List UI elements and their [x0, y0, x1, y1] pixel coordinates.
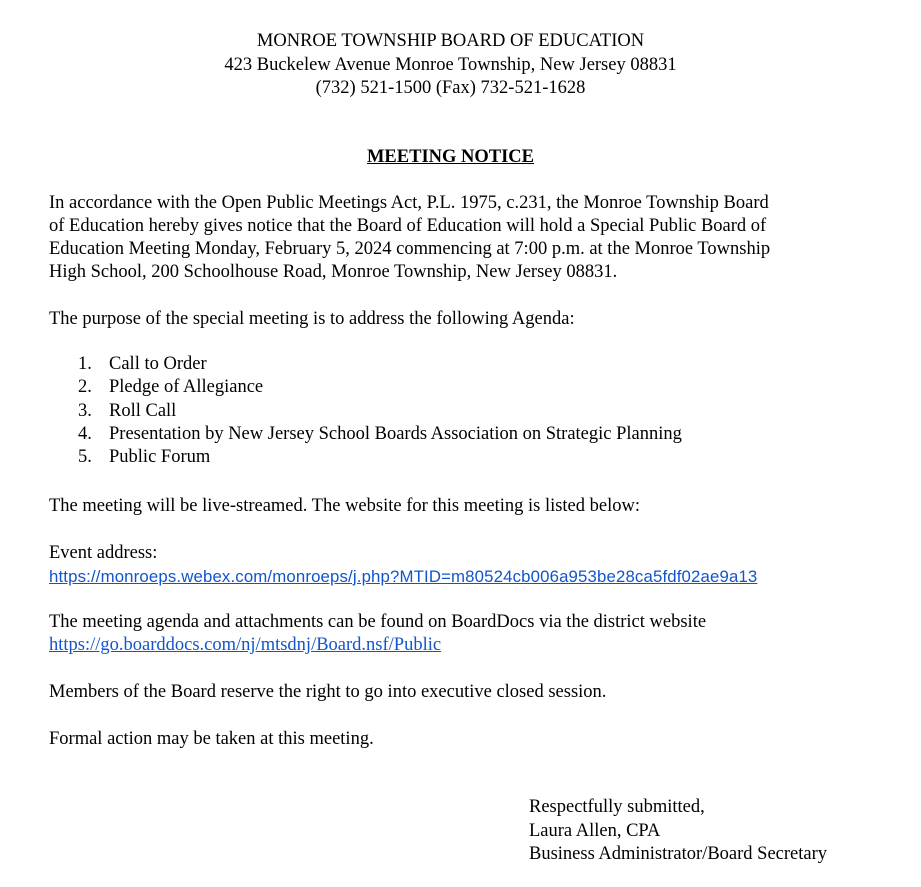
purpose-paragraph: The purpose of the special meeting is to address the following Agenda: — [49, 309, 575, 329]
org-name: MONROE TOWNSHIP BOARD OF EDUCATION — [256, 31, 645, 51]
boarddocs-text: The meeting agenda and attachments can be found on BoardDocs via the district website — [49, 612, 707, 632]
event-address-link[interactable]: https://monroeps.webex.com/monroeps/j.php?MTID=m80524cb006a953be28ca5fdf02ae9a13 — [49, 567, 758, 586]
boarddocs-link[interactable]: https://go.boarddocs.com/nj/mtsdnj/Board.nsf/Public — [49, 635, 442, 655]
signature-name: Laura Allen, CPA — [529, 820, 661, 841]
formal-action-paragraph: Formal action may be taken at this meeting. — [49, 729, 374, 749]
org-address: 423 Buckelew Avenue Monroe Township, New Jersey 08831 — [224, 54, 677, 75]
letterhead — [0, 30, 901, 101]
executive-session-paragraph: Members of the Board reserve the right to go into executive closed session. — [49, 682, 607, 702]
signature-block — [529, 796, 827, 867]
agenda-list — [78, 353, 682, 469]
intro-paragraph — [49, 192, 869, 284]
agenda-item: 5. Public Forum — [78, 447, 211, 468]
event-address-label: Event address: — [49, 543, 158, 563]
boarddocs-paragraph — [49, 611, 869, 657]
signature-closing: Respectfully submitted, — [529, 797, 705, 817]
intro-line: In accordance with the Open Public Meetings Act, P.L. 1975, c.231, the Monroe Township Board — [49, 193, 769, 213]
intro-line: of Education hereby gives notice that the Board of Education will hold a Special Public Board of — [49, 216, 767, 236]
agenda-item: 1. Call to Order — [78, 354, 207, 374]
document-title: MEETING NOTICE — [366, 147, 535, 167]
intro-line: High School, 200 Schoolhouse Road, Monroe Township, New Jersey 08831. — [49, 262, 618, 282]
event-address-block — [49, 542, 869, 588]
agenda-item: 4. Presentation by New Jersey School Boards Association on Strategic Planning — [78, 423, 682, 444]
livestream-paragraph: The meeting will be live-streamed. The website for this meeting is listed below: — [49, 496, 640, 516]
agenda-item: 3. Roll Call — [78, 400, 177, 421]
org-phone-fax: (732) 521-1500 (Fax) 732-521-1628 — [315, 78, 586, 98]
signature-title: Business Administrator/Board Secretary — [529, 844, 828, 864]
agenda-item: 2. Pledge of Allegiance — [78, 377, 264, 398]
intro-line: Education Meeting Monday, February 5, 2024 commencing at 7:00 p.m. at the Monroe Township — [49, 239, 771, 259]
